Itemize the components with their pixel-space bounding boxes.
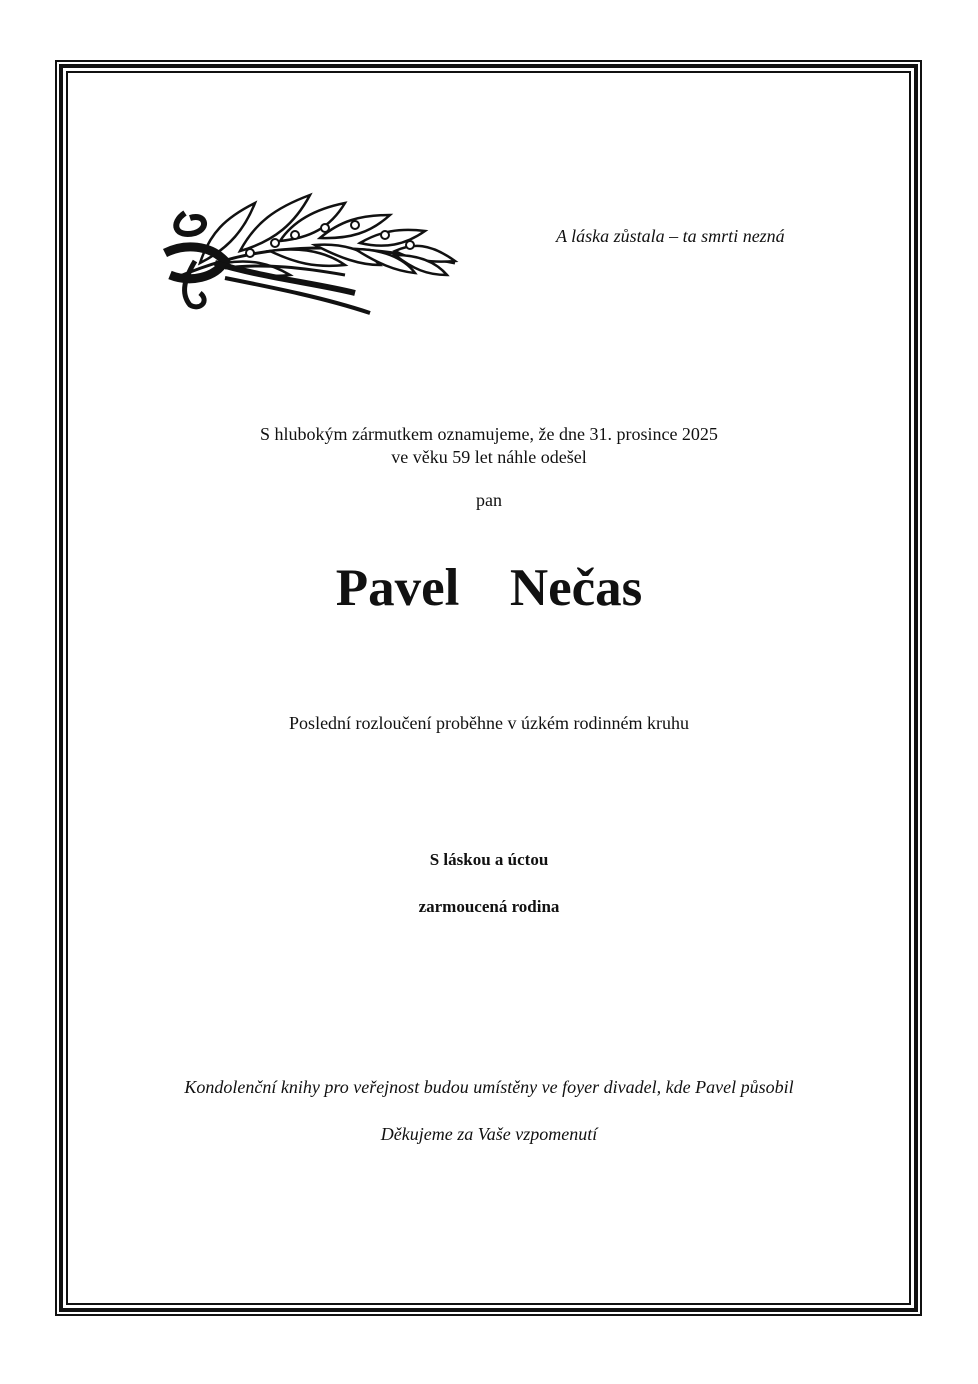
thanks-note: Děkujeme za Vaše vzpomenutí [380,1124,598,1144]
announcement-line-2: ve věku 59 let náhle odešel [391,447,587,467]
announcement-line-1: S hlubokým zármutkem oznamujeme, že dne 31. prosince 2025 [260,424,718,444]
laurel-branch-with-ribbon-icon [155,183,465,318]
farewell-info: Poslední rozloučení proběhne v úzkém rodinném kruhu [289,713,689,733]
honorific: pan [476,490,502,510]
condolence-note: Kondolenční knihy pro veřejnost budou umístěny ve foyer divadel, kde Pavel působil [184,1077,794,1097]
motto-quote: A láska zůstala – ta smrti nezná [556,226,785,246]
announcement-text [0,423,978,469]
signature-family: zarmoucená rodina [418,897,560,916]
closing-regards: S láskou a úctou [429,850,549,869]
deceased-name: Pavel Nečas [335,559,643,617]
